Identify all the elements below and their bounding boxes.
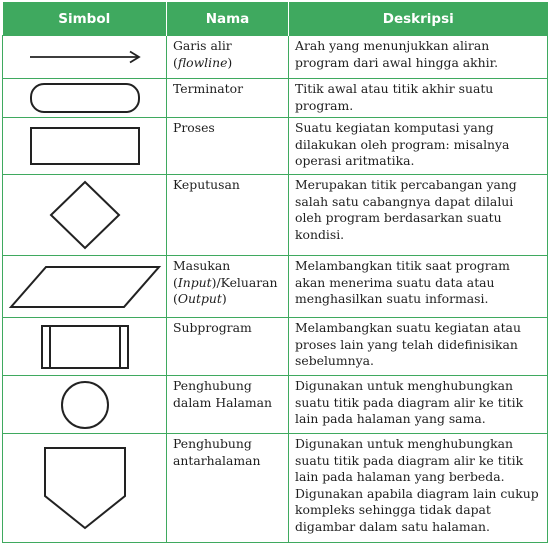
table-row [3,318,548,376]
description-cell: Suatu kegiatan komputasi yang dilakukan oleh program: misalnya operasi aritmatika. [289,118,548,175]
name-cell: Masukan (Input)/Keluaran (Output) [167,256,289,318]
name-cell: Subprogram [167,318,289,376]
table-row [3,118,548,175]
symbol-cell [3,118,167,175]
flowchart-symbols-table [2,2,548,543]
decision-diamond-icon [49,180,121,250]
table-row [3,434,548,543]
subprogram-icon [40,323,130,371]
name-cell: Keputusan [167,175,289,256]
description-cell: Melambangkan titik saat program akan menerima suatu data atau menghasilkan suatu informasi. [289,256,548,318]
header-description: Deskripsi [289,2,548,36]
input-output-parallelogram-icon [8,264,162,310]
terminator-icon [29,82,141,114]
table-row [3,79,548,118]
on-page-connector-circle-icon [59,379,111,431]
header-symbol: Simbol [3,2,167,36]
description-cell: Arah yang menunjukkan aliran program dari awal hingga akhir. [289,36,548,79]
symbol-cell [3,175,167,256]
name-cell: Penghubung antarhalaman [167,434,289,543]
symbol-cell [3,434,167,543]
name-cell: Terminator [167,79,289,118]
table-row [3,175,548,256]
description-cell: Melambangkan suatu kegiatan atau proses lain yang telah didefinisikan sebelumnya. [289,318,548,376]
table-row [3,36,548,79]
description-cell: Titik awal atau titik akhir suatu program. [289,79,548,118]
name-cell: Proses [167,118,289,175]
off-page-connector-icon [43,446,127,530]
name-cell: Garis alir (flowline) [167,36,289,79]
description-cell: Digunakan untuk menghubungkan suatu titik pada diagram alir ke titik lain pada halaman yang berbeda. Digunakan apabila diagram lain cukup kompleks sehingga tidak dapat digambar dalam satu halaman. [289,434,548,543]
description-cell: Digunakan untuk menghubungkan suatu titik pada diagram alir ke titik lain pada halaman yang sama. [289,376,548,434]
symbol-cell [3,318,167,376]
symbol-cell [3,36,167,79]
description-cell: Merupakan titik percabangan yang salah satu cabangnya dapat dilalui oleh program berdasarkan suatu kondisi. [289,175,548,256]
process-rectangle-icon [29,125,141,167]
symbol-cell [3,376,167,434]
header-row [3,2,548,36]
name-alt: flowline [177,54,228,70]
arrow-icon [20,50,150,64]
table-row [3,376,548,434]
header-name: Nama [167,2,289,36]
symbol-cell [3,79,167,118]
table-row [3,256,548,318]
symbol-cell [3,256,167,318]
name-cell: Penghubung dalam Halaman [167,376,289,434]
